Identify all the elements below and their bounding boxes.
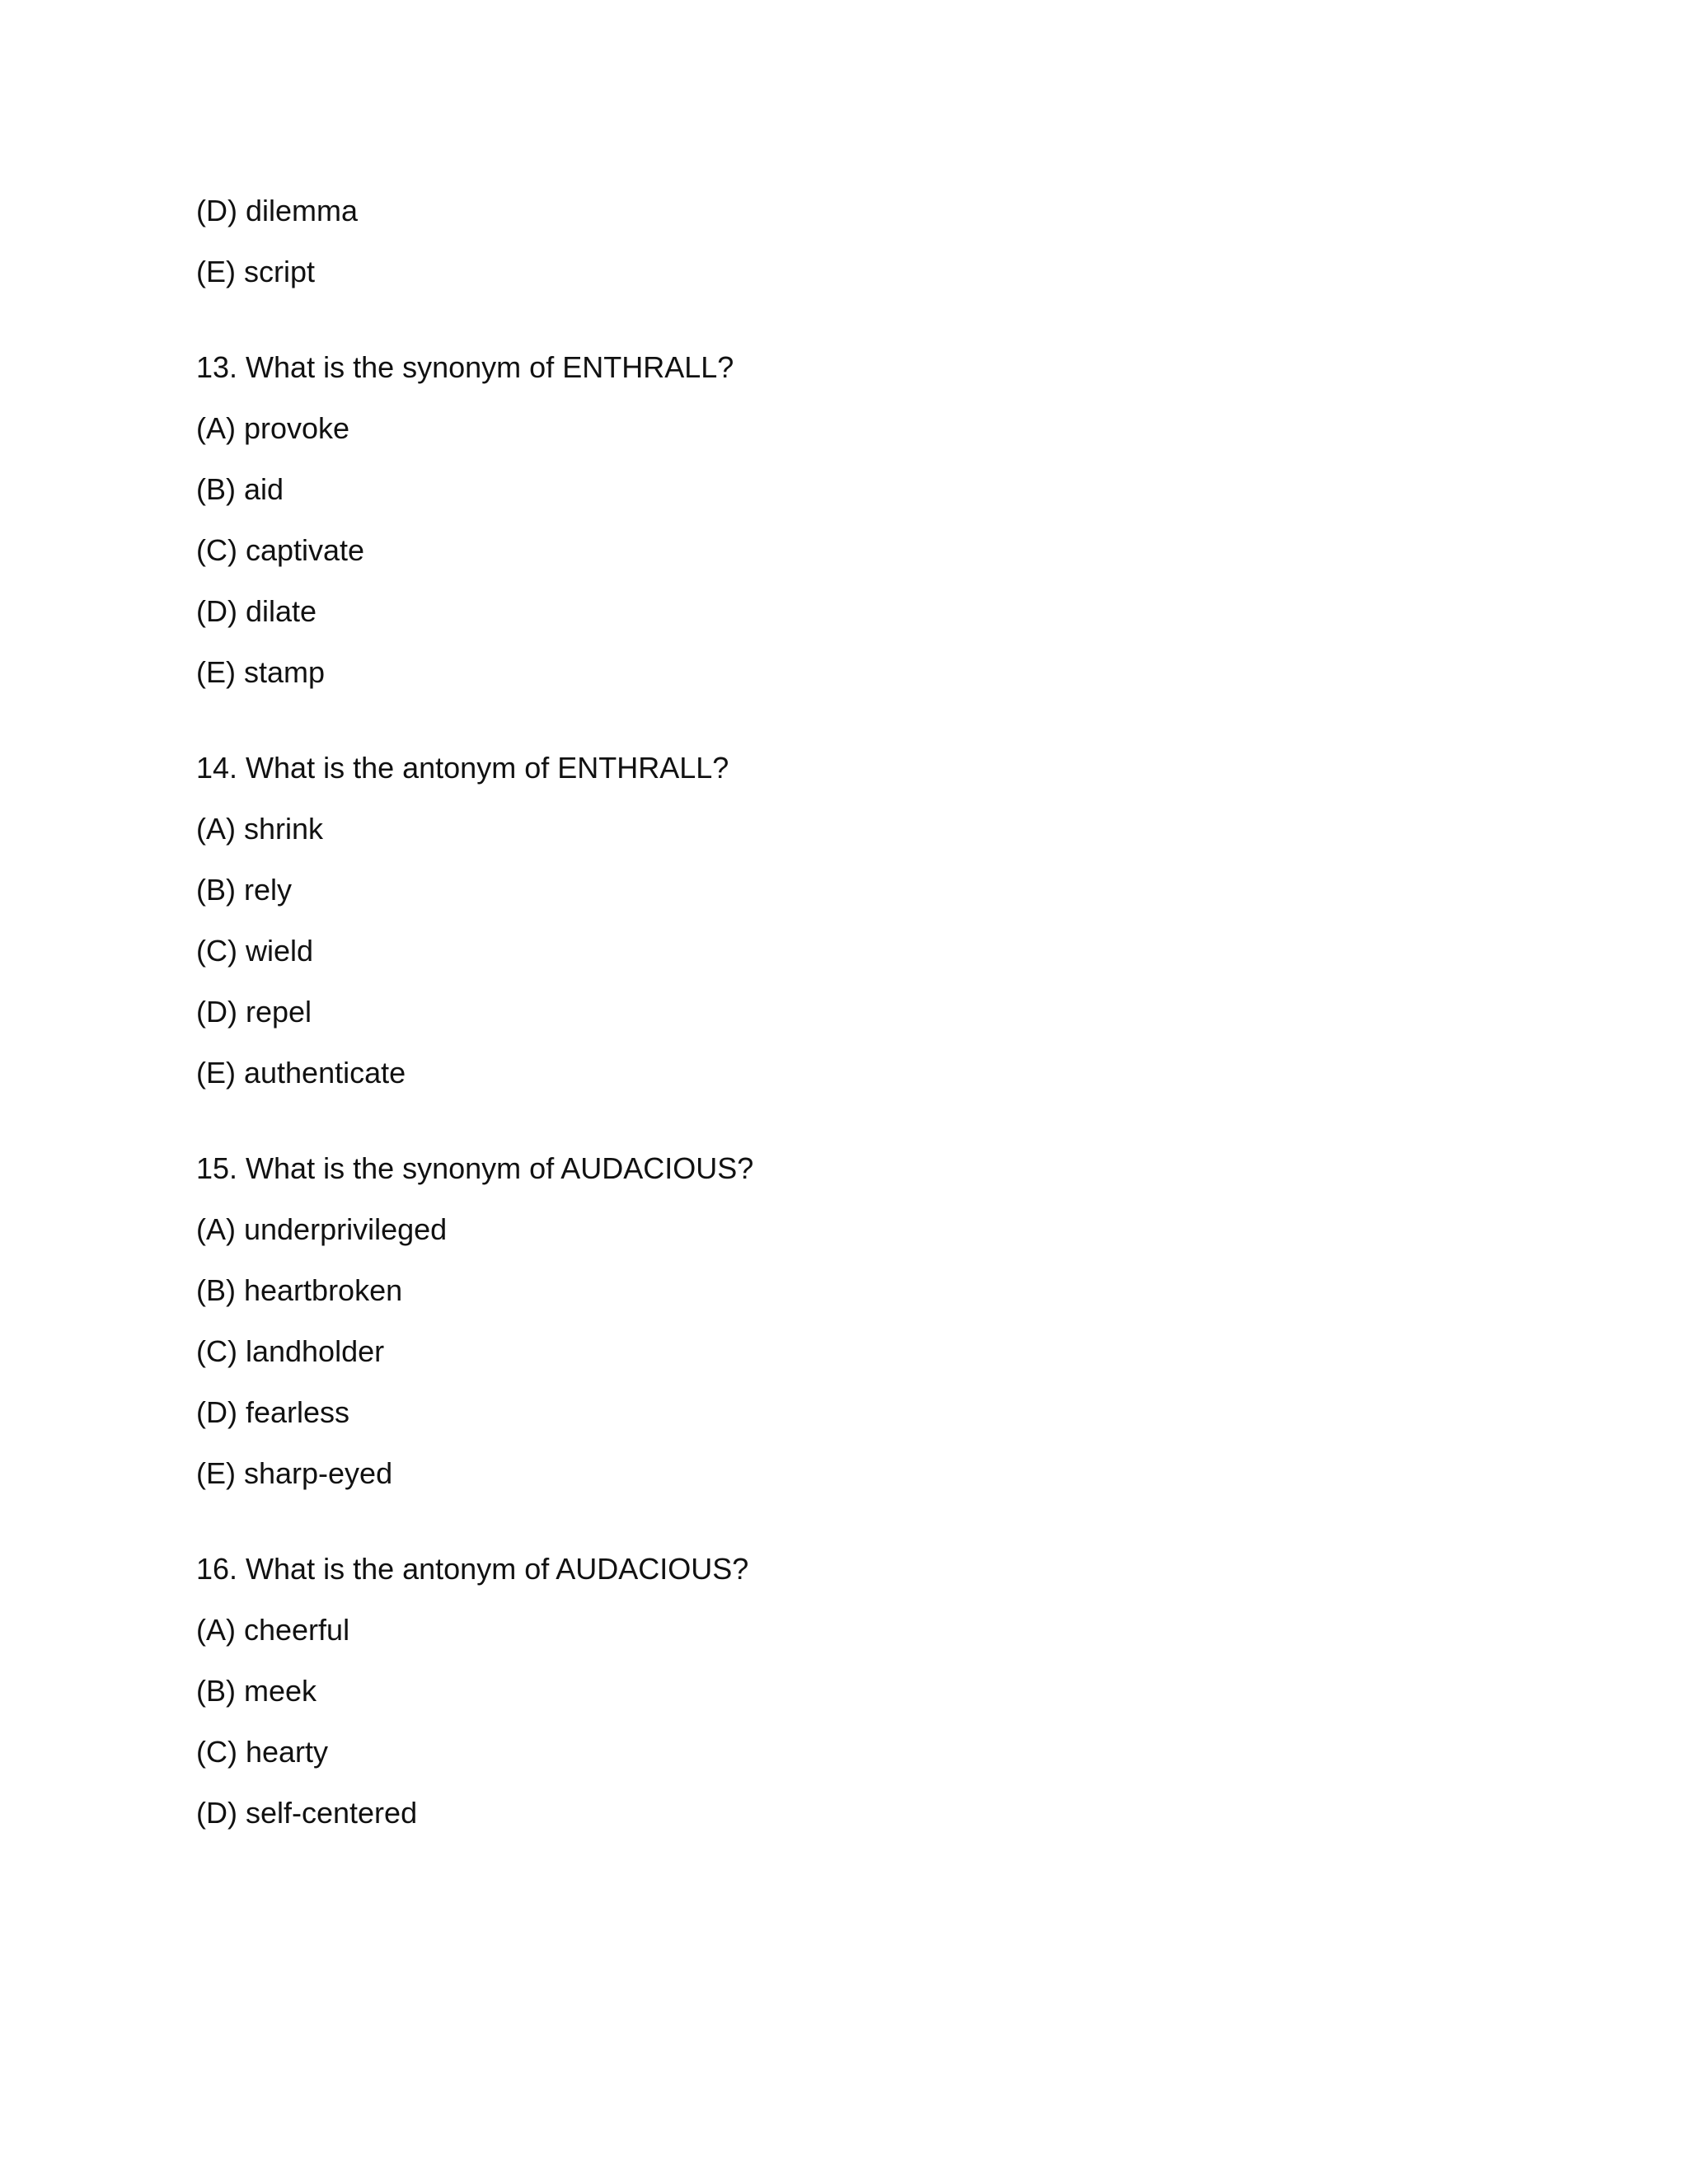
option-a: (A) underprivileged	[196, 1212, 448, 1246]
option-e: (E) sharp-eyed	[196, 1456, 393, 1490]
option-d: (D) fearless	[196, 1395, 350, 1429]
option-e: (E) stamp	[196, 655, 326, 689]
option-d: (D) self-centered	[196, 1796, 418, 1830]
question-text: 14. What is the antonym of ENTHRALL?	[196, 751, 729, 785]
option-b: (B) heartbroken	[196, 1273, 403, 1307]
option-a: (A) cheerful	[196, 1613, 350, 1647]
question-text: 13. What is the synonym of ENTHRALL?	[196, 350, 734, 384]
option-c: (C) wield	[196, 934, 314, 968]
question-text: 15. What is the synonym of AUDACIOUS?	[196, 1151, 754, 1185]
option-a: (A) provoke	[196, 411, 350, 445]
question-text: 16. What is the antonym of AUDACIOUS?	[196, 1552, 749, 1586]
option-c: (C) hearty	[196, 1735, 329, 1769]
question-13	[196, 351, 1515, 689]
option-d: (D) dilate	[196, 594, 317, 628]
option-e: (E) authenticate	[196, 1056, 406, 1090]
leading-options	[196, 194, 1515, 288]
question-16	[196, 1553, 1515, 1830]
quiz-content	[196, 194, 1515, 1858]
option-d: (D) dilemma	[196, 194, 359, 227]
option-c: (C) captivate	[196, 533, 365, 567]
option-b: (B) rely	[196, 873, 292, 907]
question-15	[196, 1152, 1515, 1490]
option-c: (C) landholder	[196, 1334, 385, 1368]
option-d: (D) repel	[196, 995, 312, 1029]
option-b: (B) aid	[196, 472, 284, 506]
option-e: (E) script	[196, 255, 315, 288]
question-14	[196, 752, 1515, 1090]
option-a: (A) shrink	[196, 812, 324, 846]
option-b: (B) meek	[196, 1674, 317, 1708]
